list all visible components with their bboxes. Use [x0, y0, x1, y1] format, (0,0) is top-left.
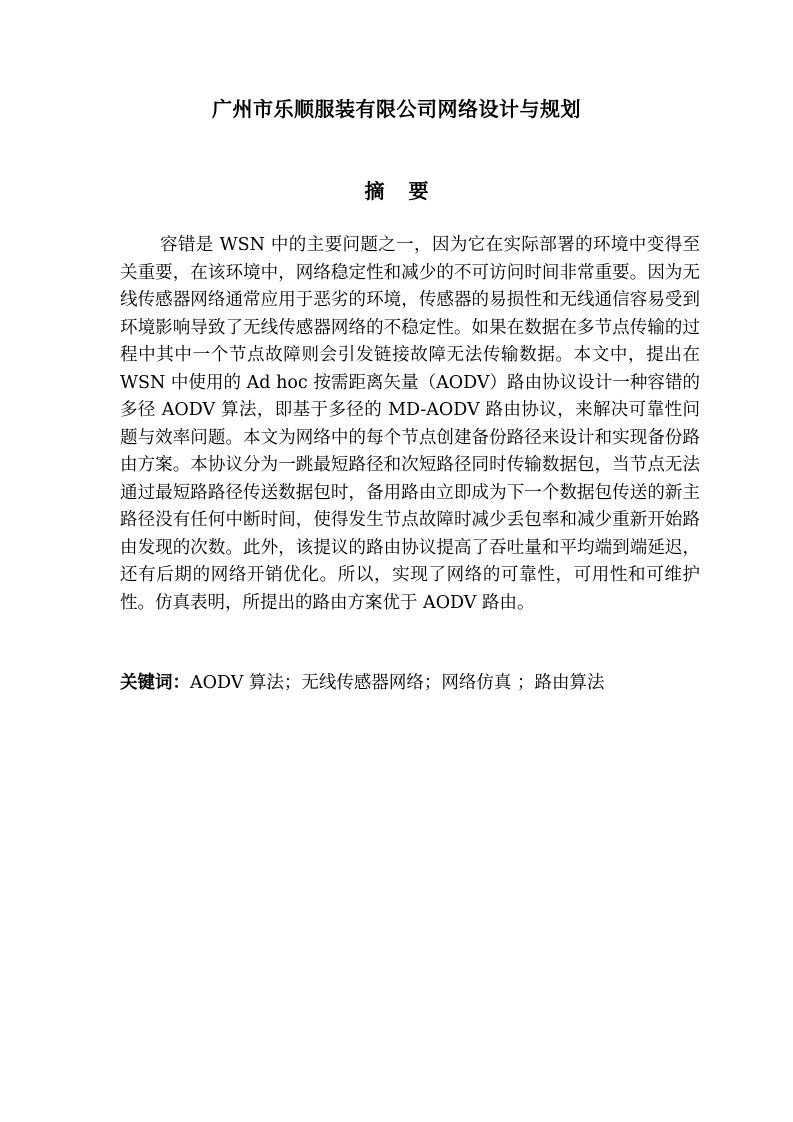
- keywords-label: 关键词：: [120, 673, 190, 693]
- abstract-body: 容错是 WSN 中的主要问题之一，因为它在实际部署的环境中变得至关重要，在该环境中，网络稳定性和减少的不可访问时间非常重要。因为无线传感器网络通常应用于恶劣的环境，传感器的易损性和无线通信容易受到环境影响导致了无线传感器网络的不稳定性。如果在数据在多节点传输的过程中其中一个节点故障则会引发链接故障无法传输数据。本文中，提出在 WSN 中使用的 Ad hoc 按需距离矢量（AODV）路由协议设计一种容错的多径 AODV 算法，即基于多径的 MD-AODV 路由协议，来解决可靠性问题与效率问题。本文为网络中的每个节点创建备份路径来设计和实现备份路由方案。本协议分为一跳最短路径和次短路径同时传输数据包，当节点无法通过最短路路径传送数据包时，备用路由立即成为下一个数据包传送的新主路径没有任何中断时间，使得发生节点故障时减少丢包率和减少重新开始路由发现的次数。此外，该提议的路由协议提高了吞吐量和平均端到端延迟，还有后期的网络开销优化。所以，实现了网络的可靠性，可用性和可维护性。仿真表明，所提出的路由方案优于 AODV 路由。: [120, 235, 700, 613]
- keywords-line: [120, 670, 700, 698]
- document-title: 广州市乐顺服装有限公司网络设计与规划: [212, 97, 581, 121]
- keywords-text: AODV 算法；无线传感器网络；网络仿真 ；路由算法: [190, 673, 605, 693]
- abstract-heading: 摘要: [364, 179, 453, 203]
